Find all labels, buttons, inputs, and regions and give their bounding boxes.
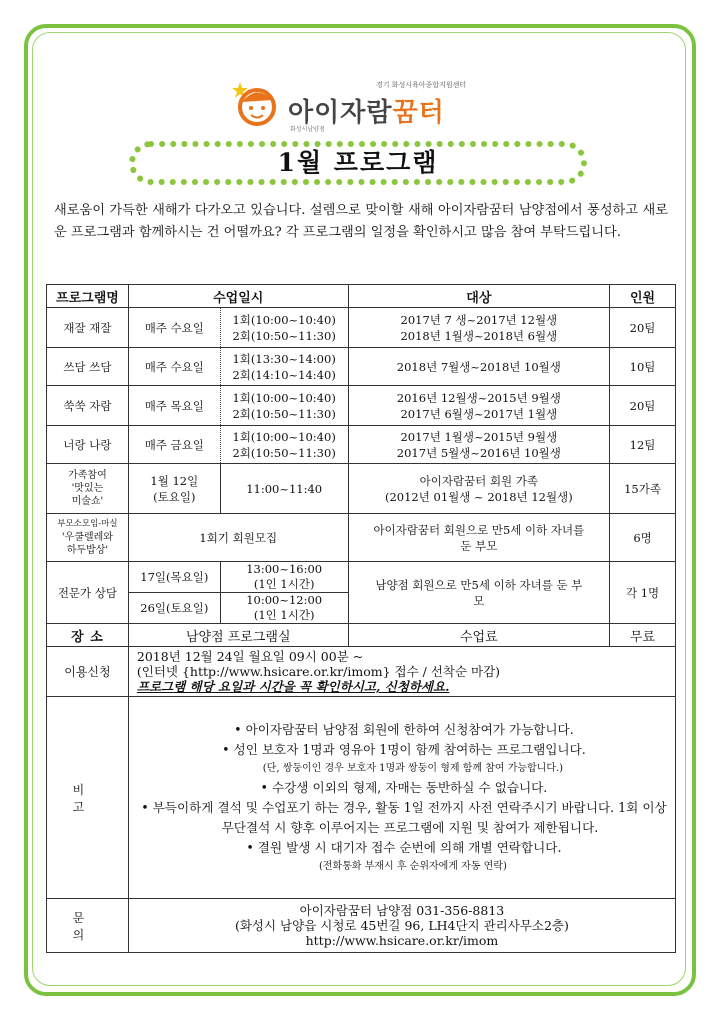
- note-item: • 수강생 이외의 형제, 자매는 동반하실 수 없습니다.: [260, 779, 548, 795]
- program-time: 1회(10:00~10:40) 2회(10:50~11:30): [220, 386, 348, 426]
- program-target: 2018년 7월생~2018년 10월생: [348, 348, 609, 386]
- intro-text: 새로움이 가득한 새해가 다가오고 있습니다. 설렘으로 맞이할 새해 아이자람꿈터 남양점에서 풍성하고 새로운 프로그램과 함께하시는 건 어떨까요? 각 프로그램의 일정을 확인하시고 많음 참여 부탁드립니다.: [54, 203, 668, 240]
- place-value: 남양점 프로그램실: [128, 624, 348, 647]
- notes-row: [47, 697, 676, 899]
- note-item: • 결원 발생 시 대기자 접수 순번에 의해 개별 연락합니다.: [246, 839, 562, 855]
- contact-row: [47, 899, 676, 953]
- table-header: [47, 285, 676, 308]
- apply-label: 이용신청: [47, 647, 129, 697]
- fee-value: 무료: [610, 624, 676, 647]
- header-target: 대상: [348, 285, 609, 308]
- consult-program-name: 전문가 상담: [47, 562, 129, 624]
- notes-list: [128, 697, 675, 899]
- family-program-name: 가족참여 '맛있는 미술쇼': [47, 464, 129, 514]
- header-program: 프로그램명: [47, 285, 129, 308]
- contact-url[interactable]: http://www.hsicare.or.kr/imom: [305, 933, 499, 948]
- program-capacity: 20팀: [610, 308, 676, 348]
- parents-target: 아이자람꿈터 회원으로 만5세 이하 자녀를 둔 부모: [348, 514, 609, 562]
- contact-label: 문 의: [47, 899, 129, 953]
- program-day: 매주 금요일: [128, 426, 220, 464]
- consult-target: 남양점 회원으로 만5세 이하 자녀를 둔 부모: [348, 562, 609, 624]
- header-capacity: 인원: [610, 285, 676, 308]
- program-table: [46, 284, 676, 953]
- consult-time-2: 10:00~12:00 (1인 1시간): [220, 593, 348, 624]
- family-capacity: 15가족: [610, 464, 676, 514]
- program-time: 1회(13:30~14:00) 2회(14:10~14:40): [220, 348, 348, 386]
- program-time: 1회(10:00~10:40) 2회(10:50~11:30): [220, 426, 348, 464]
- family-date: 1월 12일 (토요일): [128, 464, 220, 514]
- contact-info: [128, 899, 675, 953]
- parents-row: [47, 514, 676, 562]
- note-subitem: (전화통화 부재시 후 순위자에게 자동 연락): [318, 860, 507, 872]
- program-time: 1회(10:00~10:40) 2회(10:50~11:30): [220, 308, 348, 348]
- note-subitem: (단, 쌍둥이인 경우 보호자 1명과 쌍둥이 형제 함께 참여 가능합니다.): [262, 762, 564, 774]
- consult-date-1: 17일(목요일): [128, 562, 220, 593]
- program-name: 쓰담 쓰담: [47, 348, 129, 386]
- logo-branch: 화성시남양점: [290, 126, 325, 133]
- parents-program-name: 부모소모임-마실 '우쿨렐레와 하두밥상': [47, 514, 129, 562]
- program-name: 쑥쑥 자람: [47, 386, 129, 426]
- place-row: [47, 624, 676, 647]
- program-name: 재잘 재잘: [47, 308, 129, 348]
- notes-label: 비 고: [47, 697, 129, 899]
- logo-org: 경기 화성시육아종합지원센터: [376, 81, 467, 89]
- table-row: [47, 386, 676, 426]
- table-row: [47, 308, 676, 348]
- page-title: 1월 프로그램: [277, 148, 439, 177]
- consult-row-1: [47, 562, 676, 593]
- apply-info: 2018년 12월 24일 월요일 09시 00분 ~ (인터넷 {http://www.hsicare.or.kr/imom} 접수 / 선착순 마감) 프로그램 해당 요일과 시간을 꼭 확인하시고, 신청하세요.: [128, 647, 675, 697]
- logo-wordmark: 아이자람꿈터: [288, 98, 445, 128]
- table-row: [47, 348, 676, 386]
- apply-url: (인터넷 {http://www.hsicare.or.kr/imom} 접수 / 선착순 마감): [136, 664, 501, 679]
- program-target: 2017년 7 생~2017년 12월생 2018년 1월생~2018년 6월생: [348, 308, 609, 348]
- contact-phone: 아이자람꿈터 남양점 031-356-8813: [299, 903, 505, 918]
- consult-date-2: 26일(토요일): [128, 593, 220, 624]
- parents-capacity: 6명: [610, 514, 676, 562]
- apply-row: [47, 647, 676, 697]
- program-day: 매주 수요일: [128, 348, 220, 386]
- program-name: 너랑 나랑: [47, 426, 129, 464]
- header-schedule: 수업일시: [128, 285, 348, 308]
- note-item: • 성인 보호자 1명과 영유아 1명이 함께 참여하는 프로그램입니다.: [222, 741, 586, 757]
- title-banner: [128, 140, 588, 186]
- program-target: 2017년 1월생~2015년 9월생 2017년 5월생~2016년 10월생: [348, 426, 609, 464]
- program-capacity: 10팀: [610, 348, 676, 386]
- note-item: • 아이자람꿈터 남양점 회원에 한하여 신청참여가 가능합니다.: [234, 721, 574, 737]
- consult-capacity: 각 1명: [610, 562, 676, 624]
- family-row: [47, 464, 676, 514]
- program-capacity: 20팀: [610, 386, 676, 426]
- child-face-icon: [232, 80, 282, 126]
- place-label: 장 소: [47, 624, 129, 647]
- family-target: 아이자람꿈터 회원 가족 (2012년 01월생 ~ 2018년 12월생): [348, 464, 609, 514]
- note-item: • 부득이하게 결석 및 수업포기 하는 경우, 활동 1일 전까지 사전 연락주시기 바랍니다. 1회 이상 무단결석 시 향후 이루어지는 프로그램에 지원 및 참여가 제한됩니다.: [141, 799, 667, 835]
- consult-time-1: 13:00~16:00 (1인 1시간): [220, 562, 348, 593]
- program-day: 매주 목요일: [128, 386, 220, 426]
- fee-label: 수업료: [348, 624, 609, 647]
- family-time: 11:00~11:40: [220, 464, 348, 514]
- parents-schedule: 1회기 회원모집: [128, 514, 348, 562]
- logo: [226, 74, 506, 136]
- program-day: 매주 수요일: [128, 308, 220, 348]
- table-row: [47, 426, 676, 464]
- program-capacity: 12팀: [610, 426, 676, 464]
- program-target: 2016년 12월생~2015년 9월생 2017년 6월생~2017년 1월생: [348, 386, 609, 426]
- contact-address: (화성시 남양읍 시청로 45번길 96, LH4단지 관리사무소2층): [234, 918, 569, 933]
